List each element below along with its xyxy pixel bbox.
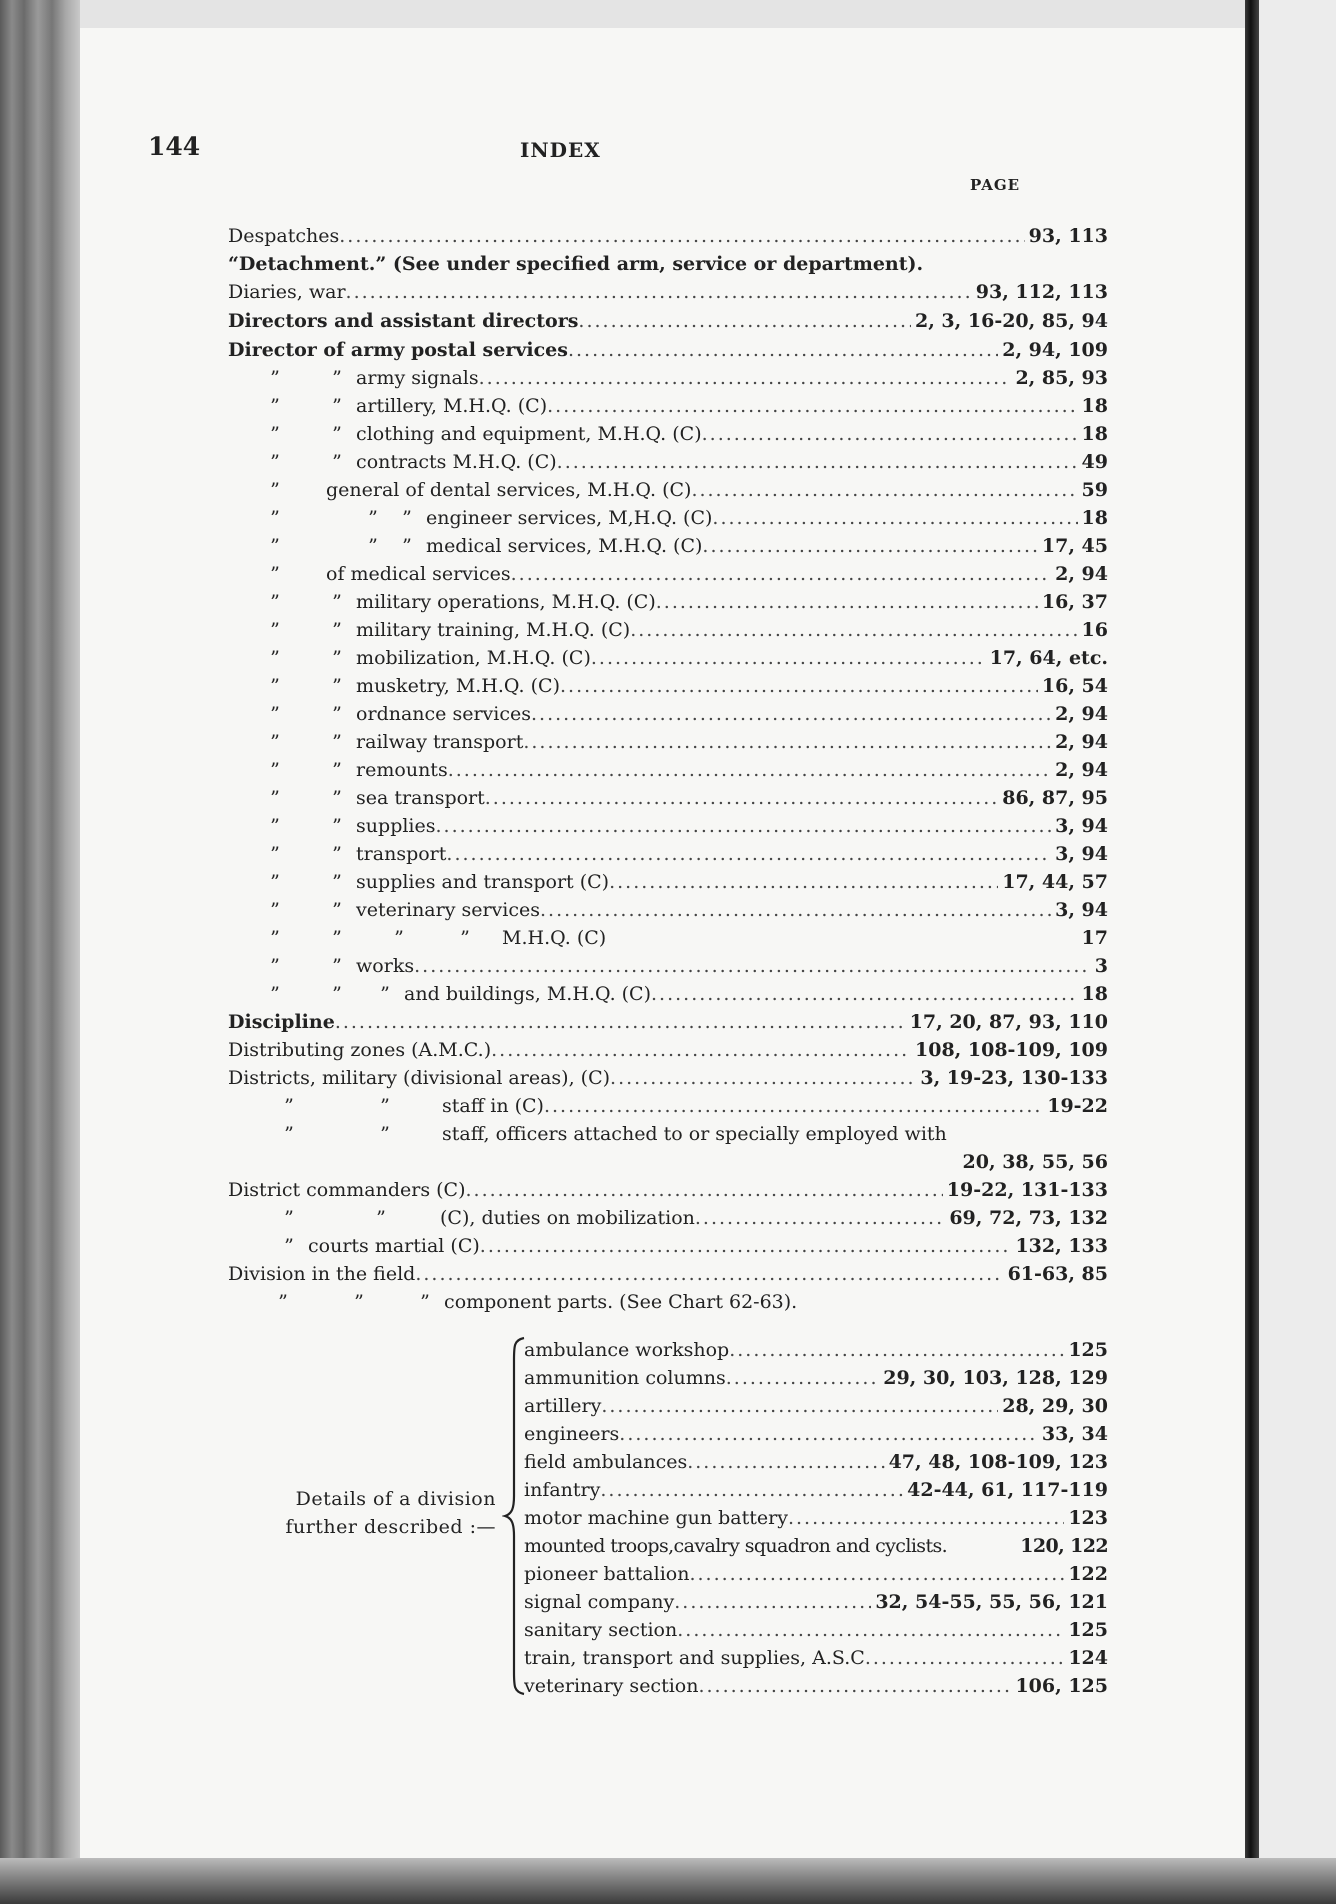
index-entry: ” ” works ..... 3	[262, 952, 1108, 980]
ditto-mark: ”	[270, 815, 280, 837]
ditto-mark: ”	[332, 451, 342, 473]
ditto-mark: ”	[380, 983, 390, 1005]
ditto-mark: ”	[270, 479, 280, 501]
ditto-mark: ”	[332, 731, 342, 753]
index-entry: ” general of dental services, M.H.Q. (C) ..... 59	[262, 476, 1108, 504]
index-entry: ” ” mobilization, M.H.Q. (C) ..... 17, 64, etc.	[262, 644, 1108, 672]
ditto-mark: ”	[332, 367, 342, 389]
ditto-mark: ”	[368, 535, 378, 557]
ditto-mark: ”	[380, 1123, 390, 1145]
index-entry: ” ” staff in (C) ..... 19-22	[276, 1092, 1108, 1120]
index-entry: ” ” transport ..... 3, 94	[262, 840, 1108, 868]
ditto-mark: ”	[270, 703, 280, 725]
ditto-mark: ”	[376, 1207, 386, 1229]
ditto-mark: ”	[278, 1291, 288, 1313]
details-label: Details of a division further described :—	[285, 1488, 496, 1538]
ditto-mark: ”	[270, 675, 280, 697]
ditto-mark: ”	[270, 535, 280, 557]
ditto-mark: ”	[332, 787, 342, 809]
index-entry: ” ” remounts ..... 2, 94	[262, 756, 1108, 784]
index-entry: Diaries, war ..... 93, 112, 113	[228, 278, 1108, 306]
index-entry: ” ” ” medical services, M.H.Q. (C) ..... 17, 45	[262, 532, 1108, 560]
index-entry: ” ” sea transport ..... 86, 87, 95	[262, 784, 1108, 812]
details-item: ambulance workshop ..... 125	[524, 1336, 1108, 1364]
details-item: mounted troops,cavalry squadron and cyclists. 120, 122	[524, 1535, 1108, 1557]
index-entry: ” ” veterinary services ..... 3, 94	[262, 896, 1108, 924]
running-head: INDEX	[520, 138, 601, 162]
details-item: pioneer battalion ..... 122	[524, 1560, 1108, 1588]
ditto-mark: ”	[270, 983, 280, 1005]
index-entry-pages: 20, 38, 55, 56	[962, 1151, 1108, 1173]
ditto-mark: ”	[284, 1123, 294, 1145]
ditto-mark: ”	[270, 451, 280, 473]
index-entry: ” ” military operations, M.H.Q. (C) ..... 16, 37	[262, 588, 1108, 616]
ditto-mark: ”	[332, 759, 342, 781]
index-entry: ” ” staff, officers attached to or specially employed with	[276, 1120, 947, 1148]
index-entry: ” ” ordnance services ..... 2, 94	[262, 700, 1108, 728]
ditto-mark: ”	[332, 647, 342, 669]
ditto-mark: ”	[270, 899, 280, 921]
ditto-mark: ”	[270, 647, 280, 669]
details-item: veterinary section ..... 106, 125	[524, 1672, 1108, 1700]
ditto-mark: ”	[270, 731, 280, 753]
details-item: infantry ..... 42-44, 61, 117-119	[524, 1476, 1108, 1504]
index-entry: ” ” ” engineer services, M,H.Q. (C) ..... 18	[262, 504, 1108, 532]
ditto-mark: ”	[332, 675, 342, 697]
ditto-mark: ”	[332, 927, 342, 949]
ditto-mark: ”	[380, 1095, 390, 1117]
ditto-mark: ”	[332, 843, 342, 865]
index-entry: ” ” supplies ..... 3, 94	[262, 812, 1108, 840]
ditto-mark: ”	[270, 843, 280, 865]
details-item: artillery ..... 28, 29, 30	[524, 1392, 1108, 1420]
ditto-mark: ”	[270, 787, 280, 809]
ditto-mark: ”	[332, 395, 342, 417]
ditto-mark: ”	[332, 983, 342, 1005]
ditto-mark: ”	[270, 619, 280, 641]
index-entry: District commanders (C) ..... 19-22, 131-133	[228, 1176, 1108, 1204]
ditto-mark: ”	[284, 1095, 294, 1117]
ditto-mark: ”	[270, 367, 280, 389]
index-entry: ” ” (C), duties on mobilization ..... 69, 72, 73, 132	[276, 1204, 1108, 1232]
index-entry: ” of medical services ..... 2, 94	[262, 560, 1108, 588]
index-entry: Division in the field ..... 61-63, 85	[228, 1260, 1108, 1288]
index-entry: Directors and assistant directors ..... 2, 3, 16-20, 85, 94	[228, 307, 1108, 335]
ditto-mark: ”	[270, 423, 280, 445]
ditto-mark: ”	[368, 507, 378, 529]
index-entry: ” ” contracts M.H.Q. (C) ..... 49	[262, 448, 1108, 476]
ditto-mark: ”	[402, 507, 412, 529]
ditto-mark: ”	[332, 703, 342, 725]
ditto-mark: ”	[332, 619, 342, 641]
index-entry: ” ” musketry, M.H.Q. (C) ..... 16, 54	[262, 672, 1108, 700]
details-item: sanitary section ..... 125	[524, 1616, 1108, 1644]
ditto-mark: ”	[270, 871, 280, 893]
index-entry: Director of army postal services ..... 2, 94, 109	[228, 336, 1108, 364]
ditto-mark: ”	[270, 563, 280, 585]
index-entry: ” ” clothing and equipment, M.H.Q. (C) ..... 18	[262, 420, 1108, 448]
ditto-mark: ”	[284, 1235, 294, 1257]
ditto-mark: ”	[332, 591, 342, 613]
details-item: train, transport and supplies, A.S.C ..... 124	[524, 1644, 1108, 1672]
index-entry: Despatches ..... 93, 113	[228, 222, 1108, 250]
index-entry: Discipline ..... 17, 20, 87, 93, 110	[228, 1008, 1108, 1036]
ditto-mark: ”	[394, 927, 404, 949]
details-item: ammunition columns ..... 29, 30, 103, 128, 129	[524, 1364, 1108, 1392]
index-entry: ” ” ” component parts. (See Chart 62-63).	[270, 1288, 797, 1316]
index-entry: Districts, military (divisional areas), (C) ..... 3, 19-23, 130-133	[228, 1064, 1108, 1092]
ditto-mark: ”	[332, 871, 342, 893]
index-entry: ” ” ” and buildings, M.H.Q. (C) ..... 18	[262, 980, 1108, 1008]
ditto-mark: ”	[402, 535, 412, 557]
details-item: engineers ..... 33, 34	[524, 1420, 1108, 1448]
ditto-mark: ”	[332, 815, 342, 837]
ditto-mark: ”	[332, 423, 342, 445]
index-entry: ” ” ” ” M.H.Q. (C) 17	[262, 924, 1108, 952]
details-item: field ambulances ..... 47, 48, 108-109, 123	[524, 1448, 1108, 1476]
page-number: 144	[148, 132, 201, 161]
details-item: signal company ..... 32, 54-55, 55, 56, 121	[524, 1588, 1108, 1616]
ditto-mark: ”	[332, 899, 342, 921]
index-entry: “Detachment.” (See under specified arm, service or department).	[228, 253, 924, 275]
index-entry: ” ” supplies and transport (C) ..... 17, 44, 57	[262, 868, 1108, 896]
index-entry: ” ” artillery, M.H.Q. (C) ..... 18	[262, 392, 1108, 420]
ditto-mark: ”	[270, 507, 280, 529]
ditto-mark: ”	[270, 759, 280, 781]
ditto-mark: ”	[270, 395, 280, 417]
index-entry: Distributing zones (A.M.C.) ..... 108, 108-109, 109	[228, 1036, 1108, 1064]
ditto-mark: ”	[270, 955, 280, 977]
page-column-label: PAGE	[970, 176, 1021, 194]
ditto-mark: ”	[420, 1291, 430, 1313]
ditto-mark: ”	[332, 955, 342, 977]
details-item: motor machine gun battery ..... 123	[524, 1504, 1108, 1532]
ditto-mark: ”	[460, 927, 470, 949]
ditto-mark: ”	[354, 1291, 364, 1313]
ditto-mark: ”	[270, 927, 280, 949]
index-entry: ” ” army signals ..... 2, 85, 93	[262, 364, 1108, 392]
index-entry: ” ” military training, M.H.Q. (C) ..... 16	[262, 616, 1108, 644]
ditto-mark: ”	[270, 591, 280, 613]
ditto-mark: ”	[284, 1207, 294, 1229]
index-entry: ” ” railway transport ..... 2, 94	[262, 728, 1108, 756]
index-entry: ” courts martial (C) ..... 132, 133	[276, 1232, 1108, 1260]
